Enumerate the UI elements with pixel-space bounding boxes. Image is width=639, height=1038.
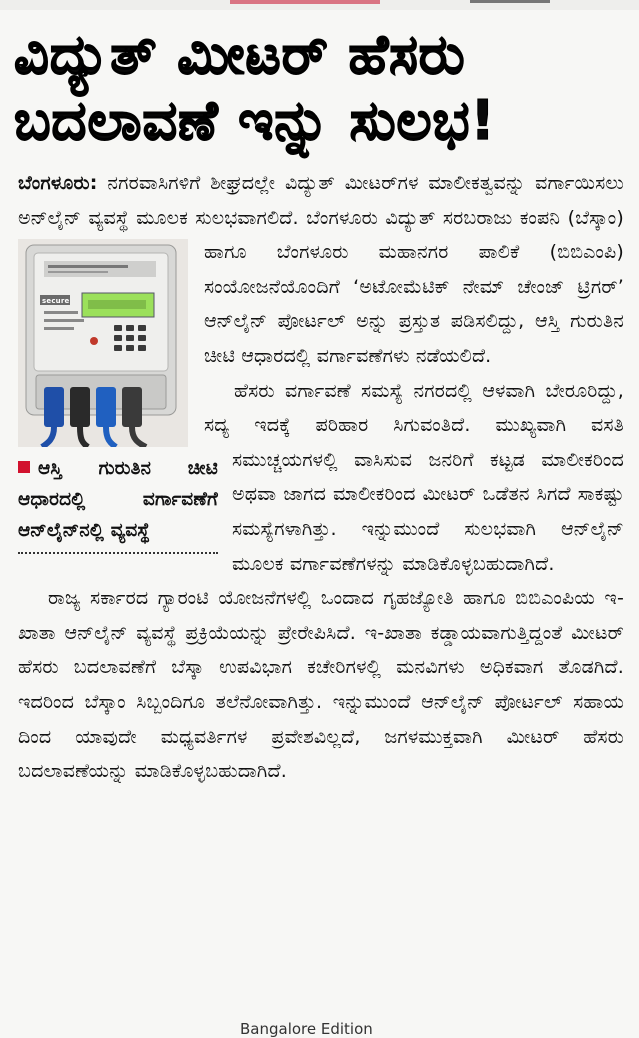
- edition-footer: Bangalore Edition: [240, 1020, 373, 1038]
- dateline: ಬೆಂಗಳೂರು:: [18, 172, 98, 194]
- headline-line-1: ವಿದ್ಯುತ್ ಮೀಟರ್ ಹೆಸರು: [14, 23, 466, 86]
- headline: [14, 22, 629, 154]
- svg-text:secure: secure: [42, 297, 70, 306]
- meter-photo: [18, 239, 188, 447]
- caption-text: ಆಸ್ತಿ ಗುರುತಿನ ಚೀಟಿ ಆಧಾರದಲ್ಲಿ ವರ್ಗಾವಣೆಗೆ ಆನ್‌ಲೈನ್‌ನಲ್ಲಿ ವ್ಯವಸ್ಥೆ: [18, 458, 218, 542]
- article-paragraph-1-lead: ನಗರವಾಸಿಗಳಿಗೆ ಶೀಘ್ರದಲ್ಲೇ ವಿದ್ಯುತ್ ಮೀಟರ್‌ಗಳ ಮಾಲೀಕತ್ವವನ್ನು ವರ್ಗಾಯಿಸಲು ಅನ್‌ಲೈನ್ ವ್ಯವಸ್ಥೆ ಮೂಲಕ ಸುಲಭವಾಗಲಿದೆ. ಬೆಂಗಳೂರು ವಿದ್ಯುತ್ ಸರಬರಾಜು ಕಂಪನಿ (ಬೆಸ್ಕಾಂ) ಹಾಗೂ ಬೆಂಗಳೂರು ಮಹಾನಗರ ಪಾಲಿಕೆ (ಬಿಬಿಎಂಪಿ): [18, 172, 624, 264]
- masthead-red-fragment: [230, 0, 380, 4]
- top-masthead-strip: [0, 0, 639, 10]
- article-body: [18, 166, 624, 789]
- headline-line-2: ಬದಲಾವಣೆ ಇನ್ನು ಸುಲಭ!: [14, 89, 497, 152]
- caption-bullet-icon: [18, 461, 30, 473]
- article-paragraph-2: ಹೆಸರು ವರ್ಗಾವಣೆ ಸಮಸ್ಯೆ ನಗರದಲ್ಲಿ ಆಳವಾಗಿ ಬೇರೂರಿದ್ದು, ಸದ್ಯ ಇದಕ್ಕೆ ಪರಿಹಾರ ಸಿಗುವಂತಿದೆ. ಮುಖ್ಯವಾಗಿ ವಸತಿ ಸಮುಚ್ಚಯಗಳಲ್ಲಿ ವಾಸಿಸುವ ಜನರಿಗೆ ಕಟ್ಟಡ ಮಾಲೀಕರಿಂದ ಅಥವಾ ಜಾಗದ ಮಾಲೀಕರಿಂದ ಮೀಟರ್ ಒಡೆತನ ಸಿಗದೆ ಸಾಕಷ್ಟು ಸಮಸ್ಯೆಗಳಾಗಿತ್ತು. ಇನ್ನುಮುಂದೆ ಸುಲಭವಾಗಿ ಆನ್‌ಲೈನ್ ಮೂಲಕ ವರ್ಗಾವಣೆಗಳನ್ನು ಮಾಡಿಕೊಳ್ಳಬಹುದಾಗಿದೆ.: [204, 379, 624, 575]
- article-paragraph-3: ರಾಜ್ಯ ಸರ್ಕಾರದ ಗ್ಯಾರಂಟಿ ಯೋಜನೆಗಳಲ್ಲಿ ಒಂದಾದ ಗೃಹಜ್ಯೋತಿ ಹಾಗೂ ಬಿಬಿಎಂಪಿಯ ಇ-ಖಾತಾ ಆನ್‌ಲೈನ್ ವ್ಯವಸ್ಥೆ ಪ್ರಕ್ರಿಯೆಯನ್ನು ಪ್ರೇರೇಪಿಸಿದೆ. ಇ-ಖಾತಾ ಕಡ್ಡಾಯವಾಗುತ್ತಿದ್ದಂತೆ ಮೀಟರ್ ಹೆಸರು ಬದಲಾವಣೆಗೆ ಬೆಸ್ಕಾ ಉಪವಿಭಾಗ ಕಚೇರಿಗಳಲ್ಲಿ ಮನವಿಗಳು ಅಧಿಕವಾಗ ತೊಡಗಿದೆ. ಇದರಿಂದ ಬೆಸ್ಕಾಂ ಸಿಬ್ಬಂದಿಗೂ ತಲೆನೋವಾಗಿತ್ತು. ಇನ್ನುಮುಂದೆ ಆನ್‌ಲೈನ್ ಪೋರ್ಟಲ್ ಸಹಾಯ ದಿಂದ ಯಾವುದೇ ಮಧ್ಯವರ್ತಿಗಳ ಪ್ರವೇಶವಿಲ್ಲದೆ, ಜಗಳಮುಕ್ತವಾಗಿ ಮೀಟರ್ ಹೆಸರು ಬದಲಾವಣೆಯನ್ನು ಮಾಡಿಕೊಳ್ಳಬಹುದಾಗಿದೆ.: [18, 587, 624, 783]
- article-paragraph-1-rest: ಸಂಯೋಜನೆಯೊಂದಿಗೆ ‘ಅಟೋಮೆಟಿಕ್ ನೇಮ್ ಚೇಂಜ್ ಟ್ರಿಗರ್’ ಆನ್‌ಲೈನ್ ಪೋರ್ಟಲ್ ಅನ್ನು ಪ್ರಸ್ತುತ ಪಡಿಸಲಿದ್ದು, ಆಸ್ತಿ ಗುರುತಿನ ಚೀಟಿ ಆಧಾರದಲ್ಲಿ ವರ್ಗಾವಣೆಗಳು ನಡೆಯಲಿದೆ.: [204, 275, 624, 367]
- electricity-meter-icon: [18, 239, 188, 447]
- photo-caption: [18, 453, 218, 554]
- masthead-gray-fragment: [470, 0, 550, 3]
